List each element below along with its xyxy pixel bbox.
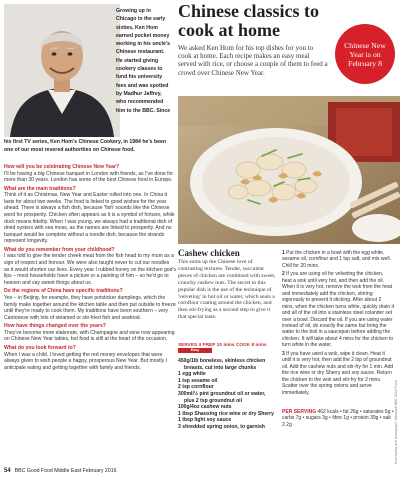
- step-text: Put the chicken in a bowl with the egg white, sesame oil, cornflour and 1 tsp salt, and mix well. Chill for 20 mins.: [282, 250, 391, 269]
- question: What do you remember from your childhood?: [4, 246, 115, 253]
- question: How have things changed over the years?: [4, 323, 106, 330]
- ingredient: 3 shredded spring onion, to garnish: [178, 423, 265, 430]
- intro-text-continued: his first TV series, Ken Hom's Chinese Cookery, in 1984 he's been one of our most revered authorities on Chinese food.: [4, 139, 167, 154]
- nutrition-info: [282, 409, 394, 428]
- method-step: [282, 351, 394, 396]
- qa-item: [4, 323, 176, 343]
- ingredient: 450g/1lb boneless, skinless chicken: [178, 358, 266, 364]
- intro-text: Growing up in Chicago in the early sixties, Ken Hom earned pocket money working in his uncle's Chinese restaurant. He started giving cookery classes to fund his university fees and was spotted by Madhur Jaffrey, who recommended him to the BBC. Since: [116, 8, 171, 114]
- qa-item: [4, 288, 176, 321]
- page-footer: [4, 466, 398, 476]
- ingredient: 100g/4oz cashew nuts: [178, 404, 232, 411]
- interview-qa: [4, 164, 176, 374]
- qa-item: [4, 186, 176, 245]
- answer: Think of it as Christmas, New Year and Easter rolled into one. In China it lasts for about two weeks. The food is linked to good wishes for the year ahead. There is always a fish dish, because 'fish' sounds like the Chinese word for prosperity. Chicken often appears as it is a symbol of fortune, while duck means fidelity. When I was young, we always had a traditional dish of dried oysters with sea moss, as the names are linked to prosperity. And no banquet would be complete without a noodle dish, because the strands represent longevity.: [4, 192, 175, 245]
- step-text: If you are using oil for velveting the chicken, heat a wok until very hot, and then add the oil. When it is very hot, remove the wok from the heat and immediately add the chicken, stirring vigorously to prevent it sticking. After about 2 mins, when the chicken turns white, quickly drain it and all of the oil into a stainless steel colander set over a bowl. Discard the oil. If you are using water instead of oil, do exactly the same but bring the water to the boil in a saucepan before adding the chicken. It will take about 4 mins for the chicken to turn white in the water.: [282, 271, 394, 349]
- answer: I'll be having a big Chinese banquet in London with friends, as I've done for more than 30 years. London has some of the best Chinese food in Europe.: [4, 170, 174, 184]
- ingredient: 300ml/½ pint groundnut oil or water,: [178, 390, 266, 397]
- recipe-title: Cashew chicken: [178, 248, 240, 258]
- nutrition-values: 462 kcals • fat 26g • saturates 5g • carbs 7g • sugars 3g • fibre 1g • protein 39g • salt 2.2g: [282, 409, 394, 428]
- recipe-meta: SERVES 4 PREP 10 mins COOK 8 mins: [178, 342, 267, 347]
- step-number: 1: [282, 250, 285, 256]
- method-step: [282, 250, 394, 269]
- ingredient: 1 tbsp light soy sauce: [178, 417, 232, 424]
- dish-illustration: [178, 96, 400, 244]
- portrait-illustration: [4, 4, 120, 137]
- ingredient: 1 tbsp Shaoxing rice wine or dry Sherry: [178, 410, 274, 417]
- qa-item: [4, 247, 176, 286]
- step-number: 3: [282, 350, 285, 357]
- new-year-badge: [335, 24, 395, 84]
- photo-credit: food styling and photograph: Malaysia/ BBC Good Food: [394, 380, 398, 464]
- answer: When I was a child, I loved getting the red money envelopes that were always given to wish people a happy, prosperous New Year. But mostly I anticipate eating and getting together with family and friends.: [4, 351, 167, 371]
- standfirst: We asked Ken Hom for his top dishes for you to cook at home. Each recipe makes an easy meal served with rice, or choose a couple of them to feed a crowd over Chinese New Year.: [178, 44, 328, 77]
- ingredients-list: [178, 358, 278, 431]
- recipe-intro: This sums up the Chinese love of contrasting textures. Tender, succulent pieces of chicken are combined with sweet, crunchy cashew nuts. The secret to this popular dish is the use of the technique of 'velveting' in hot oil or water, which seals a cornflour coating around the chicken, and then stir-frying as a second step to give it that special taste.: [178, 259, 276, 321]
- cashew-chicken-photo: [178, 96, 400, 244]
- ingredient: 1 egg white: [178, 371, 206, 378]
- answer: I was told to give the tender cheek meat from the fish head to my mum as a sign of respect and honour. We were also taught never to cut our noodles as it would shorten our lives. Every year I rubbed honey on the kitchen god's lips – most households have a picture or a painting of him – so he'd go to heaven and say sweet things about us.: [4, 253, 176, 286]
- ken-hom-portrait: [4, 4, 120, 137]
- method-step: [282, 271, 394, 348]
- page-number: 54: [4, 468, 11, 474]
- method-steps: [282, 250, 394, 398]
- badge-text: Chinese New Year is on February 8: [344, 40, 386, 68]
- answer: They've become more elaborate, with Champagne and wine now appearing on Chinese New Year tables, but food is still at the heart of the occasion.: [4, 329, 175, 343]
- difficulty-badge: Easy: [178, 348, 212, 353]
- qa-item: [4, 345, 176, 371]
- ingredient: 2 tsp cornflour: [178, 384, 214, 391]
- question: Do the regions of China have specific traditions?: [4, 288, 123, 295]
- question: What are the main traditions?: [4, 185, 76, 192]
- step-number: 2: [282, 271, 285, 278]
- question: How will you be celebrating Chinese New Year?: [4, 164, 120, 170]
- nutrition-label: PER SERVING: [282, 409, 317, 415]
- question: What do you look forward to?: [4, 345, 76, 352]
- qa-item: [4, 164, 176, 184]
- page-title: Chinese classics to cook at home: [178, 1, 319, 40]
- ingredient: 1 tsp sesame oil: [178, 377, 218, 384]
- step-text: If you have used a wok, wipe it clean. Heat it until it is very hot, then add the 2 tsp of groundnut oil. Add the cashew nuts and stir-fry for 1 min. Add the rice wine or dry Sherry and soy sauce. Return the chicken to the wok and stir-fry for 2 mins. Scatter over the spring onions and serve immediately.: [282, 350, 394, 396]
- answer: Yes – in Beijing, for example, they have potsticker dumplings, which the family make together around the kitchen table and then put outside to freeze until they're ready to cook them. My traditions have been southern – very Cantonese with lots of steamed or stir-fried fish and seafood.: [4, 294, 176, 321]
- magazine-name: BBC Good Food Middle East February 2016: [14, 468, 117, 474]
- ingredient: breasts, cut into large chunks: [184, 364, 257, 371]
- ingredient: plus 2 tsp groundnut oil: [184, 397, 243, 404]
